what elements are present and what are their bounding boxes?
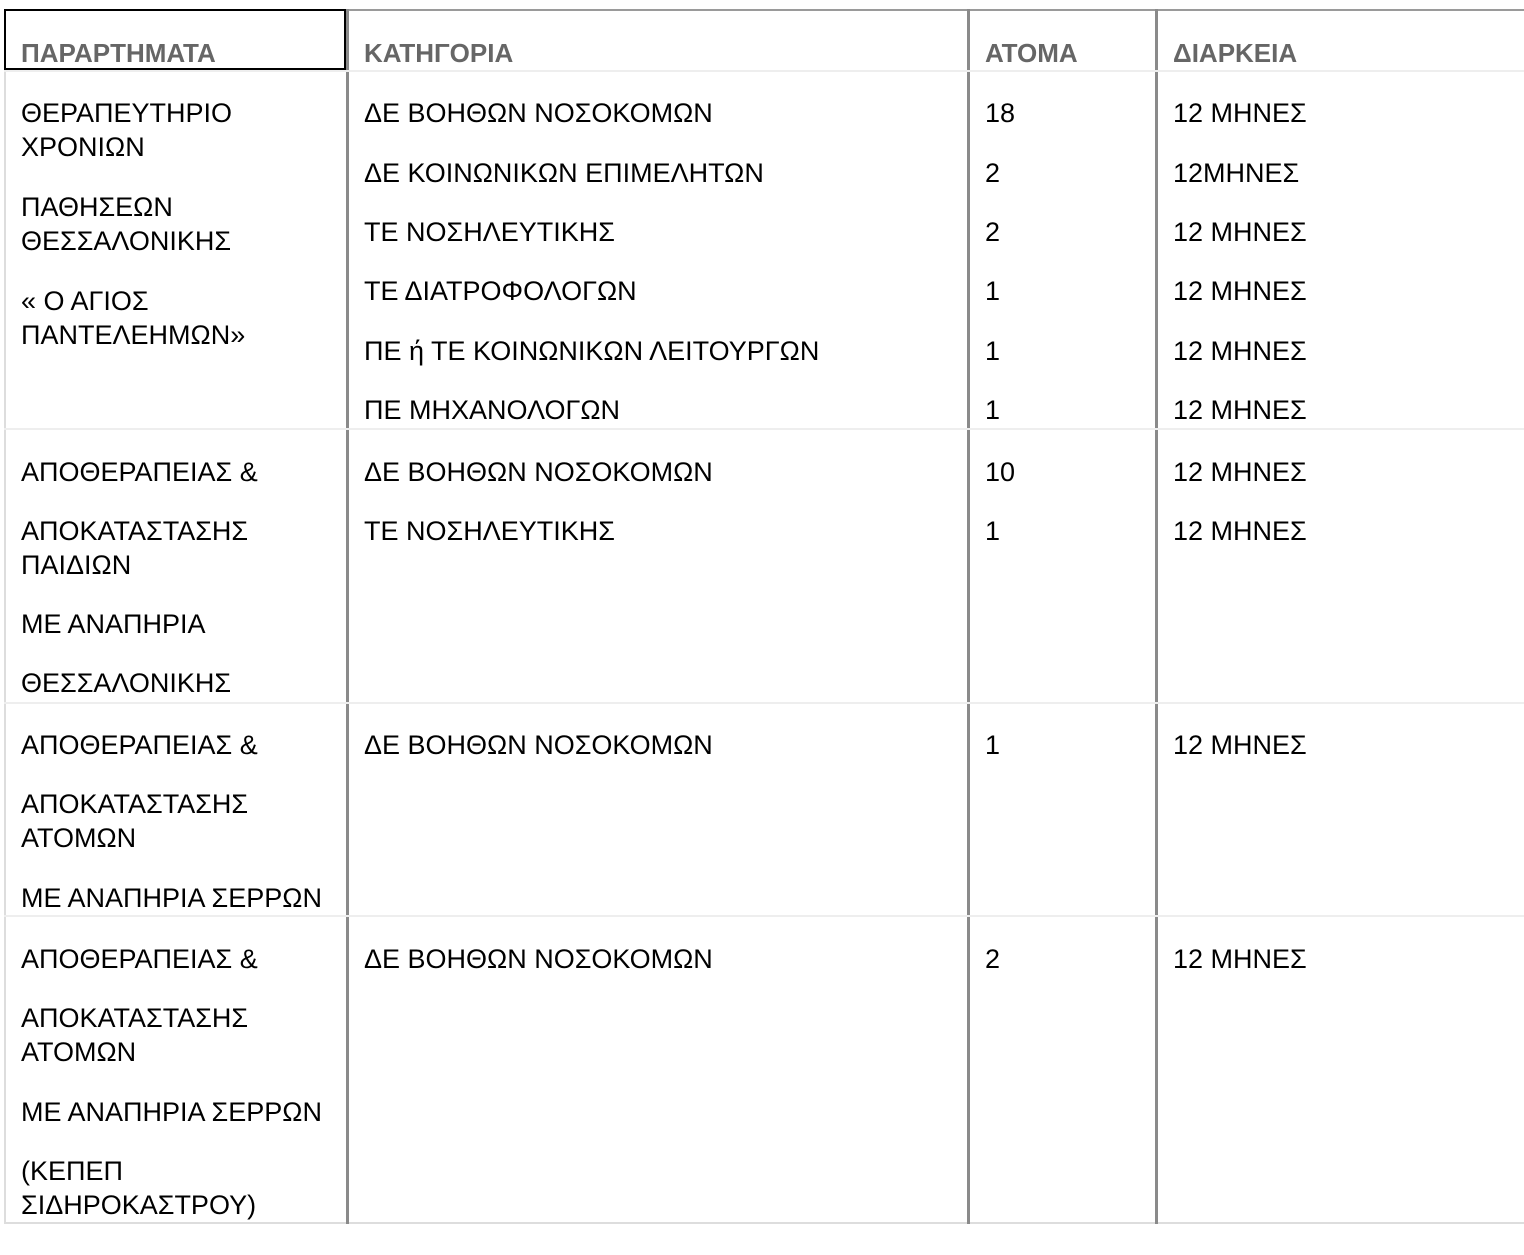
branch-cell-line: ΠΑΙΔΙΩΝ xyxy=(21,550,132,580)
branch-cell-line: ΣΙΔΗΡΟΚΑΣΤΡΟΥ) xyxy=(21,1190,257,1220)
category-cell: ΤΕ ΝΟΣΗΛΕΥΤΙΚΗΣ xyxy=(364,217,615,247)
category-cell: ΤΕ ΔΙΑΤΡΟΦΟΛΟΓΩΝ xyxy=(364,276,637,306)
branch-cell-line: ΑΤΟΜΩΝ xyxy=(21,1037,137,1067)
branch-cell-line: ΑΠΟΘΕΡΑΠΕΙΑΣ & xyxy=(21,730,258,760)
branch-cell-line: ΘΕΡΑΠΕΥΤΗΡΙΟ xyxy=(21,98,233,128)
duration-cell: 12ΜΗΝΕΣ xyxy=(1173,158,1300,188)
branch-cell-line: ΑΠΟΘΕΡΑΠΕΙΑΣ & xyxy=(21,457,258,487)
duration-cell: 12 ΜΗΝΕΣ xyxy=(1173,336,1307,366)
header-persons[interactable]: ΑΤΟΜΑ xyxy=(985,38,1078,68)
branch-cell-line: ΘΕΣΣΑΛΟΝΙΚΗΣ xyxy=(21,226,232,256)
category-cell: ΔΕ ΚΟΙΝΩΝΙΚΩΝ ΕΠΙΜΕΛΗΤΩΝ xyxy=(364,158,764,188)
persons-cell: 1 xyxy=(985,336,1001,366)
duration-cell: 12 ΜΗΝΕΣ xyxy=(1173,276,1307,306)
branch-cell-line: ΑΠΟΚΑΤΑΣΤΑΣΗΣ xyxy=(21,516,249,546)
branch-cell-line: ΘΕΣΣΑΛΟΝΙΚΗΣ xyxy=(21,668,232,698)
branch-cell-line: ΑΠΟΚΑΤΑΣΤΑΣΗΣ xyxy=(21,789,249,819)
branch-cell-line: « Ο ΑΓΙΟΣ xyxy=(21,286,149,316)
persons-cell: 2 xyxy=(985,944,1001,974)
duration-cell: 12 ΜΗΝΕΣ xyxy=(1173,944,1307,974)
category-cell: ΠΕ ΜΗΧΑΝΟΛΟΓΩΝ xyxy=(364,395,621,425)
header-row-divider xyxy=(4,70,1524,72)
row-divider-3 xyxy=(4,915,1524,917)
category-cell: ΔΕ ΒΟΗΘΩΝ ΝΟΣΟΚΟΜΩΝ xyxy=(364,944,713,974)
grid-left-border xyxy=(4,70,6,1224)
row-divider-2 xyxy=(4,702,1524,704)
category-cell: ΤΕ ΝΟΣΗΛΕΥΤΙΚΗΣ xyxy=(364,516,615,546)
branch-cell-line: ΠΑΝΤΕΛΕΗΜΩΝ» xyxy=(21,320,246,350)
duration-cell: 12 ΜΗΝΕΣ xyxy=(1173,516,1307,546)
persons-cell: 2 xyxy=(985,217,1001,247)
column-divider-2 xyxy=(967,9,970,1224)
duration-cell: 12 ΜΗΝΕΣ xyxy=(1173,98,1307,128)
category-cell: ΔΕ ΒΟΗΘΩΝ ΝΟΣΟΚΟΜΩΝ xyxy=(364,730,713,760)
branch-cell-line: ΜΕ ΑΝΑΠΗΡΙΑ xyxy=(21,609,206,639)
header-category[interactable]: ΚΑΤΗΓΟΡΙΑ xyxy=(364,38,514,68)
branch-cell-line: ΜΕ ΑΝΑΠΗΡΙΑ ΣΕΡΡΩΝ xyxy=(21,1097,322,1127)
column-divider-1 xyxy=(346,9,349,1224)
category-cell: ΠΕ ή ΤΕ ΚΟΙΝΩΝΙΚΩΝ ΛΕΙΤΟΥΡΓΩΝ xyxy=(364,336,820,366)
category-cell: ΔΕ ΒΟΗΘΩΝ ΝΟΣΟΚΟΜΩΝ xyxy=(364,457,713,487)
persons-cell: 2 xyxy=(985,158,1001,188)
category-cell: ΔΕ ΒΟΗΘΩΝ ΝΟΣΟΚΟΜΩΝ xyxy=(364,98,713,128)
branch-cell-line: ΧΡΟΝΙΩΝ xyxy=(21,132,145,162)
row-divider-1 xyxy=(4,428,1524,430)
persons-cell: 1 xyxy=(985,516,1001,546)
duration-cell: 12 ΜΗΝΕΣ xyxy=(1173,217,1307,247)
header-duration[interactable]: ΔΙΑΡΚΕΙΑ xyxy=(1173,38,1298,68)
persons-cell: 1 xyxy=(985,276,1001,306)
branch-cell-line: (ΚΕΠΕΠ xyxy=(21,1156,124,1186)
branch-cell-line: ΑΠΟΚΑΤΑΣΤΑΣΗΣ xyxy=(21,1003,249,1033)
branch-cell-line: ΜΕ ΑΝΑΠΗΡΙΑ ΣΕΡΡΩΝ xyxy=(21,883,322,913)
grid-bottom-border xyxy=(4,1222,1524,1224)
branch-cell-line: ΑΤΟΜΩΝ xyxy=(21,823,137,853)
duration-cell: 12 ΜΗΝΕΣ xyxy=(1173,395,1307,425)
grid-top-border xyxy=(347,9,1524,11)
duration-cell: 12 ΜΗΝΕΣ xyxy=(1173,457,1307,487)
duration-cell: 12 ΜΗΝΕΣ xyxy=(1173,730,1307,760)
persons-cell: 18 xyxy=(985,98,1016,128)
persons-cell: 10 xyxy=(985,457,1016,487)
column-divider-3 xyxy=(1155,9,1158,1224)
persons-cell: 1 xyxy=(985,730,1001,760)
persons-cell: 1 xyxy=(985,395,1001,425)
branch-cell-line: ΑΠΟΘΕΡΑΠΕΙΑΣ & xyxy=(21,944,258,974)
header-branches[interactable]: ΠΑΡΑΡΤΗΜΑΤΑ xyxy=(21,38,216,68)
branch-cell-line: ΠΑΘΗΣΕΩΝ xyxy=(21,192,173,222)
